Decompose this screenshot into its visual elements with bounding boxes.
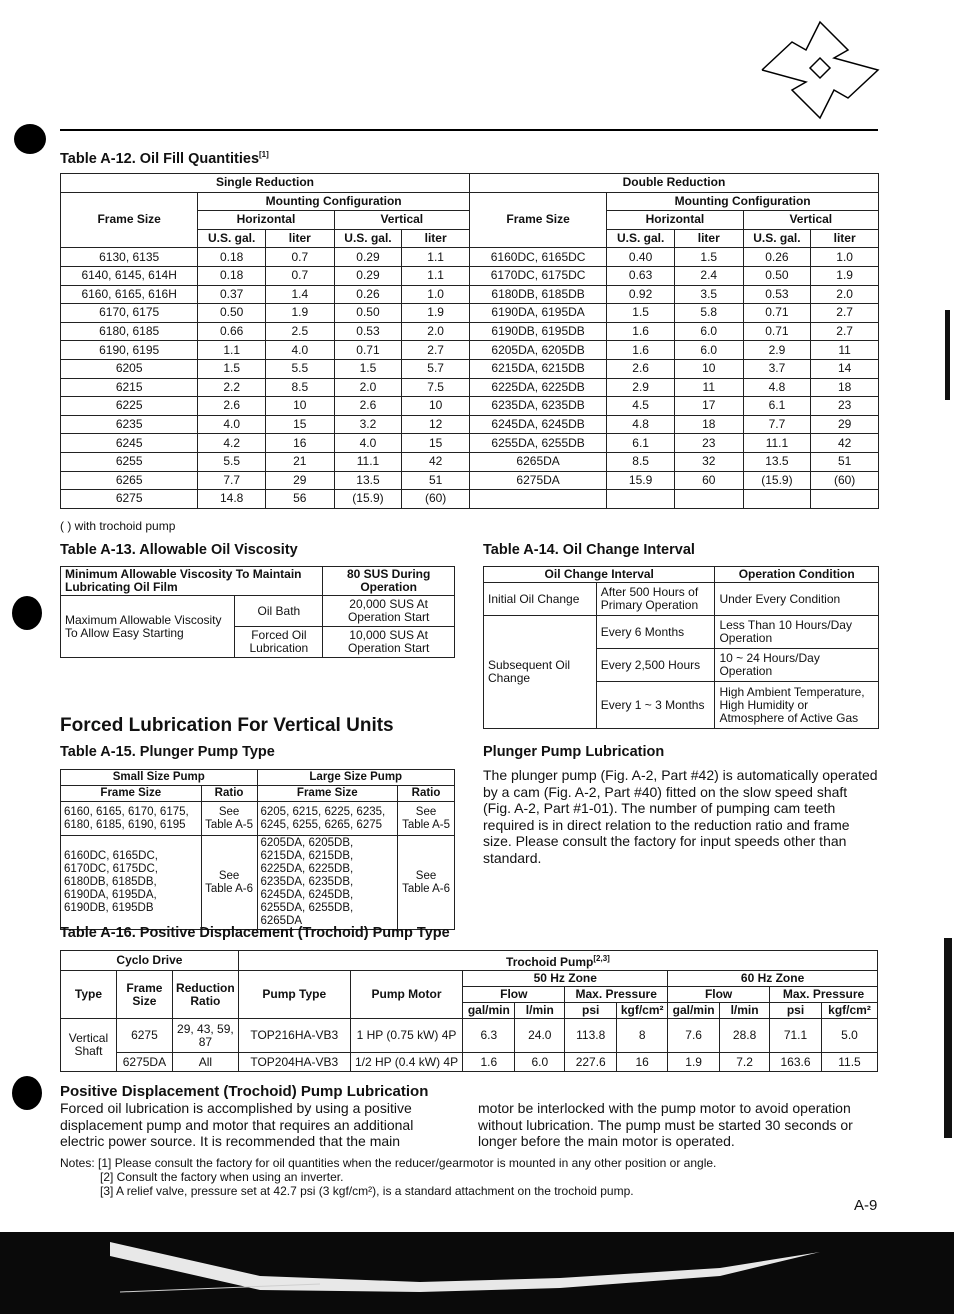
col-psi: psi [565,1003,617,1019]
punch-hole-middle [12,596,42,630]
value-cell: 4.8 [607,415,675,434]
frame-size-header: Frame Size [61,786,202,802]
value-cell: 32 [674,452,743,471]
table-row [61,378,879,397]
vertical-header: Vertical [334,211,469,230]
condition-cell: Less Than 10 Hours/Day Operation [715,616,879,649]
pd-pump-text-right: motor be interlocked with the pump motor to avoid operation without lubrication. The pump must be started 30 seconds or longer before the main motor is operated. [478,1100,853,1149]
frame-size-cell: 6215 [61,378,198,397]
frame-size-cell [469,490,606,509]
cell: 227.6 [565,1053,617,1072]
table-a13-title: Table A-13. Allowable Oil Viscosity [60,542,298,558]
cell: 5.0 [821,1019,877,1053]
value-cell: (15.9) [334,490,402,509]
table-a13 [60,566,455,658]
ratio-cell: See Table A-6 [398,836,455,930]
value-cell: 42 [402,452,470,471]
value-cell: 5.7 [402,359,470,378]
ratio-header: Ratio [398,786,455,802]
trochoid-pump-header: Trochoid Pump[2,3] [238,951,877,971]
table-row [61,359,879,378]
value-cell [674,490,743,509]
frame-size-cell: 6190DB, 6195DB [469,322,606,341]
flow-header: Flow [668,987,770,1003]
max-viscosity-label: Maximum Allowable Viscosity To Allow Easy Starting [61,596,235,658]
frame-size-cell: 6160DC, 6165DC, 6170DC, 6175DC, 6180DB, 6185DB, 6190DA, 6195DA, 6190DB, 6195DB [61,836,202,930]
value-cell: 4.8 [743,378,811,397]
value-cell: 7.7 [198,471,266,490]
value-cell: 15 [402,434,470,453]
value-cell: 29 [265,471,334,490]
cell: 24.0 [515,1019,565,1053]
col-usgal: U.S. gal. [743,229,811,248]
value-cell: 5.5 [198,452,266,471]
table-row [61,248,879,267]
value-cell: 6.1 [607,434,675,453]
value-cell: 0.26 [334,285,402,304]
value-cell: 4.0 [265,341,334,360]
type-header: Type [61,971,117,1019]
value-cell: 1.9 [265,304,334,323]
table-a14-title: Table A-14. Oil Change Interval [483,542,695,558]
col-usgal: U.S. gal. [198,229,266,248]
cell: 6275 [116,1019,172,1053]
frame-size-cell: 6205DA, 6205DB [469,341,606,360]
ratio-cell: See Table A-5 [398,802,455,836]
value-cell: 1.5 [334,359,402,378]
cell: 28.8 [720,1019,770,1053]
value-cell: 0.50 [743,266,811,285]
cell: 7.6 [668,1019,720,1053]
table-a12 [60,173,879,509]
value-cell: 2.7 [811,322,879,341]
value-cell: 15.9 [607,471,675,490]
value-cell: 15 [265,415,334,434]
cell: 1/2 HP (0.4 kW) 4P [350,1053,463,1072]
frame-size-cell: 6265DA [469,452,606,471]
table-row [61,397,879,416]
table-row [61,434,879,453]
col-usgal: U.S. gal. [334,229,402,248]
value-cell: 0.18 [198,248,266,267]
frame-size-cell: 6225 [61,397,198,416]
value-cell: 1.1 [198,341,266,360]
frame-size-header: Frame Size [116,971,172,1019]
value-cell: 2.0 [334,378,402,397]
col-usgal: U.S. gal. [607,229,675,248]
table-a16 [60,950,878,1072]
cell: 11.5 [821,1053,877,1072]
value-cell: 56 [265,490,334,509]
value-cell: 2.4 [674,266,743,285]
col-liter: liter [265,229,334,248]
value-cell: 1.1 [402,266,470,285]
cell: TOP204HA-VB3 [238,1053,350,1072]
frame-size-cell: 6235DA, 6235DB [469,397,606,416]
value-cell: 0.71 [334,341,402,360]
table-row [61,415,879,434]
vertical-header: Vertical [743,211,878,230]
value-cell: 0.50 [198,304,266,323]
value-cell: 5.5 [265,359,334,378]
value-cell: 1.5 [674,248,743,267]
max-pressure-header: Max. Pressure [770,987,878,1003]
condition-cell: 10 ~ 24 Hours/Day Operation [715,649,879,682]
pump-type-header: Pump Type [238,971,350,1019]
cell: 1.9 [668,1053,720,1072]
frame-size-cell: 6275 [61,490,198,509]
flow-header: Flow [463,987,565,1003]
plunger-pump-heading: Plunger Pump Lubrication [483,744,665,760]
vertical-shaft-label: Vertical Shaft [61,1019,117,1072]
value-cell: 0.63 [607,266,675,285]
note-1: Notes: [1] Please consult the factory for oil quantities when the reducer/gearmotor is mounted in any other position or angle. [60,1156,717,1170]
value-cell: 10 [674,359,743,378]
value-cell [811,490,879,509]
value-cell: 18 [811,378,879,397]
value-cell: 1.4 [265,285,334,304]
punch-hole-bottom [12,1076,42,1110]
value-cell: 51 [402,471,470,490]
col-lmin: l/min [515,1003,565,1019]
page-number: A-9 [854,1197,878,1214]
frame-size-cell: 6205DA, 6205DB, 6215DA, 6215DB, 6225DA, 6225DB, 6235DA, 6235DB, 6245DA, 6245DB, 6255DA, 6255DB, 6265DA [257,836,398,930]
col-liter: liter [402,229,470,248]
value-cell: 1.5 [198,359,266,378]
value-cell: 11 [674,378,743,397]
table-a12-title: Table A-12. Oil Fill Quantities[1] [60,150,269,167]
value-cell: 13.5 [743,452,811,471]
initial-condition: Under Every Condition [715,583,879,616]
col-kgf: kgf/cm² [821,1003,877,1019]
value-cell: 3.2 [334,415,402,434]
value-cell: 23 [674,434,743,453]
table-a15 [60,769,455,930]
frame-size-cell: 6275DA [469,471,606,490]
frame-size-cell: 6225DA, 6225DB [469,378,606,397]
50hz-header: 50 Hz Zone [463,971,668,987]
value-cell: 2.5 [265,322,334,341]
cell: 113.8 [565,1019,617,1053]
note-2: [2] Consult the factory when using an inverter. [100,1170,344,1184]
frame-size-cell: 6245DA, 6245DB [469,415,606,434]
note-3: [3] A relief valve, pressure set at 42.7 psi (3 kgf/cm²), is a standard attachment on the trochoid pump. [100,1184,634,1198]
value-cell: 0.18 [198,266,266,285]
cell: 1.6 [463,1053,515,1072]
table-row [61,266,879,285]
table-row [61,341,879,360]
value-cell: 2.0 [811,285,879,304]
large-pump-header: Large Size Pump [257,770,455,786]
initial-oil-change-label: Initial Oil Change [484,583,597,616]
value-cell: 0.7 [265,266,334,285]
value-cell: 2.6 [607,359,675,378]
col-liter: liter [674,229,743,248]
value-cell: 1.9 [811,266,879,285]
horizontal-header: Horizontal [198,211,334,230]
ratio-cell: See Table A-6 [201,836,257,930]
value-cell: 13.5 [334,471,402,490]
forced-oil-label: Forced Oil Lubrication [235,627,323,658]
cell: 16 [617,1053,668,1072]
pd-pump-heading: Positive Displacement (Trochoid) Pump Lubrication [60,1083,429,1100]
frame-size-cell: 6205, 6215, 6225, 6235, 6245, 6255, 6265, 6275 [257,802,398,836]
frame-size-cell: 6160DC, 6165DC [469,248,606,267]
value-cell [743,490,811,509]
horizontal-header: Horizontal [607,211,743,230]
oil-change-interval-header: Oil Change Interval [484,567,715,583]
value-cell: 1.0 [402,285,470,304]
value-cell: 11 [811,341,879,360]
bottom-scan-band [0,1232,954,1314]
value-cell: 4.0 [334,434,402,453]
value-cell: 6.1 [743,397,811,416]
table-row [61,304,879,323]
value-cell [607,490,675,509]
oil-bath-value: 20,000 SUS At Operation Start [323,596,455,627]
cell: 6275DA [116,1053,172,1072]
value-cell: 60 [674,471,743,490]
frame-size-cell: 6215DA, 6215DB [469,359,606,378]
pd-pump-text-left: Forced oil lubrication is accomplished by using a positive displacement pump and motor that requires an additional electric power source. It is recommended that the main [60,1100,414,1149]
value-cell: 11.1 [334,452,402,471]
frame-size-cell: 6140, 6145, 614H [61,266,198,285]
value-cell: 0.92 [607,285,675,304]
cell: 8 [617,1019,668,1053]
frame-size-cell: 6180DB, 6185DB [469,285,606,304]
edge-mark-upper [945,310,950,400]
value-cell: 2.6 [198,397,266,416]
forced-lubrication-heading: Forced Lubrication For Vertical Units [60,715,394,736]
plunger-pump-text: The plunger pump (Fig. A-2, Part #42) is automatically operated by a cam (Fig. A-2, Part #40) fitted on the slow speed shaft (Fig. A-2, Part #1-01). The number of pumping cam teeth required is in direct relation to the reduction ratio and frame size. Please consult the factory for input speeds other than standard. [483,767,878,866]
value-cell: 0.7 [265,248,334,267]
table-a14 [483,566,879,729]
value-cell: 6.0 [674,322,743,341]
pump-motor-header: Pump Motor [350,971,463,1019]
value-cell: 42 [811,434,879,453]
value-cell: 0.26 [743,248,811,267]
cell: 29, 43, 59, 87 [172,1019,238,1053]
value-cell: 10 [402,397,470,416]
cell: TOP216HA-VB3 [238,1019,350,1053]
diamond-logo-icon [760,20,880,120]
col-kgf: kgf/cm² [617,1003,668,1019]
frame-size-cell: 6265 [61,471,198,490]
col-liter: liter [811,229,879,248]
frame-size-cell: 6245 [61,434,198,453]
punch-hole-top [14,124,46,154]
value-cell: (60) [811,471,879,490]
cell: 71.1 [770,1019,822,1053]
col-galmin: gal/min [668,1003,720,1019]
reduction-ratio-header: Reduction Ratio [172,971,238,1019]
value-cell: 0.29 [334,266,402,285]
value-cell: 2.0 [402,322,470,341]
double-reduction-header: Double Reduction [469,174,878,193]
frame-size-header: Frame Size [469,192,606,248]
value-cell: 51 [811,452,879,471]
value-cell: 0.71 [743,304,811,323]
oil-bath-label: Oil Bath [235,596,323,627]
value-cell: 1.5 [607,304,675,323]
table-a15-title: Table A-15. Plunger Pump Type [60,744,275,760]
value-cell: 23 [811,397,879,416]
min-viscosity-value: 80 SUS During Operation [323,567,455,596]
header-rule [60,129,878,131]
initial-interval: After 500 Hours of Primary Operation [596,583,715,616]
frame-size-cell: 6170DC, 6175DC [469,266,606,285]
mounting-header: Mounting Configuration [607,192,879,211]
value-cell: 2.6 [334,397,402,416]
value-cell: 6.0 [674,341,743,360]
value-cell: 0.53 [743,285,811,304]
table-row [61,452,879,471]
col-lmin: l/min [720,1003,770,1019]
ratio-header: Ratio [201,786,257,802]
frame-size-cell: 6130, 6135 [61,248,198,267]
subsequent-oil-change-label: Subsequent Oil Change [484,616,597,729]
table-row [61,471,879,490]
value-cell: 12 [402,415,470,434]
forced-oil-value: 10,000 SUS At Operation Start [323,627,455,658]
interval-cell: Every 1 ~ 3 Months [596,682,715,729]
value-cell: 1.9 [402,304,470,323]
frame-size-header: Frame Size [257,786,398,802]
value-cell: 2.2 [198,378,266,397]
value-cell: 0.37 [198,285,266,304]
table-row [61,322,879,341]
frame-size-cell: 6170, 6175 [61,304,198,323]
frame-size-cell: 6255 [61,452,198,471]
value-cell: 4.5 [607,397,675,416]
value-cell: 2.9 [607,378,675,397]
edge-mark-lower [944,938,952,1138]
value-cell: 1.1 [402,248,470,267]
value-cell: 16 [265,434,334,453]
value-cell: 4.0 [198,415,266,434]
cell: 7.2 [720,1053,770,1072]
value-cell: 18 [674,415,743,434]
frame-size-cell: 6235 [61,415,198,434]
value-cell: 10 [265,397,334,416]
frame-size-cell: 6160, 6165, 616H [61,285,198,304]
value-cell: 29 [811,415,879,434]
table-row [61,285,879,304]
ratio-cell: See Table A-5 [201,802,257,836]
value-cell: 14.8 [198,490,266,509]
table-a12-footnote: ( ) with trochoid pump [60,519,176,533]
single-reduction-header: Single Reduction [61,174,470,193]
value-cell: 3.5 [674,285,743,304]
frame-size-cell: 6180, 6185 [61,322,198,341]
frame-size-header: Frame Size [61,192,198,248]
value-cell: 0.29 [334,248,402,267]
table-row [61,490,879,509]
min-viscosity-header: Minimum Allowable Viscosity To Maintain Lubricating Oil Film [61,567,323,596]
cell: 6.0 [515,1053,565,1072]
frame-size-cell: 6255DA, 6255DB [469,434,606,453]
60hz-header: 60 Hz Zone [668,971,878,987]
interval-cell: Every 2,500 Hours [596,649,715,682]
value-cell: 2.7 [402,341,470,360]
value-cell: 14 [811,359,879,378]
cyclo-drive-header: Cyclo Drive [61,951,239,971]
value-cell: 4.2 [198,434,266,453]
value-cell: 0.50 [334,304,402,323]
cell: All [172,1053,238,1072]
cell: 1 HP (0.75 kW) 4P [350,1019,463,1053]
value-cell: 7.5 [402,378,470,397]
table-a16-title: Table A-16. Positive Displacement (Trochoid) Pump Type [60,925,450,941]
value-cell: 3.7 [743,359,811,378]
frame-size-cell: 6160, 6165, 6170, 6175, 6180, 6185, 6190, 6195 [61,802,202,836]
col-galmin: gal/min [463,1003,515,1019]
value-cell: 7.7 [743,415,811,434]
value-cell: 0.71 [743,322,811,341]
condition-cell: High Ambient Temperature, High Humidity or Atmosphere of Active Gas [715,682,879,729]
value-cell: 0.53 [334,322,402,341]
value-cell: 2.9 [743,341,811,360]
notes [60,1156,716,1198]
cell: 163.6 [770,1053,822,1072]
value-cell: 8.5 [607,452,675,471]
value-cell: 0.40 [607,248,675,267]
value-cell: 2.7 [811,304,879,323]
max-pressure-header: Max. Pressure [565,987,668,1003]
frame-size-cell: 6205 [61,359,198,378]
value-cell: (15.9) [743,471,811,490]
frame-size-cell: 6190, 6195 [61,341,198,360]
operation-condition-header: Operation Condition [715,567,879,583]
cell: 6.3 [463,1019,515,1053]
value-cell: 0.66 [198,322,266,341]
value-cell: 1.6 [607,341,675,360]
mounting-header: Mounting Configuration [198,192,470,211]
value-cell: 1.0 [811,248,879,267]
value-cell: 21 [265,452,334,471]
value-cell: 17 [674,397,743,416]
value-cell: 1.6 [607,322,675,341]
small-pump-header: Small Size Pump [61,770,258,786]
col-psi: psi [770,1003,822,1019]
value-cell: 8.5 [265,378,334,397]
value-cell: 11.1 [743,434,811,453]
interval-cell: Every 6 Months [596,616,715,649]
frame-size-cell: 6190DA, 6195DA [469,304,606,323]
value-cell: 5.8 [674,304,743,323]
value-cell: (60) [402,490,470,509]
